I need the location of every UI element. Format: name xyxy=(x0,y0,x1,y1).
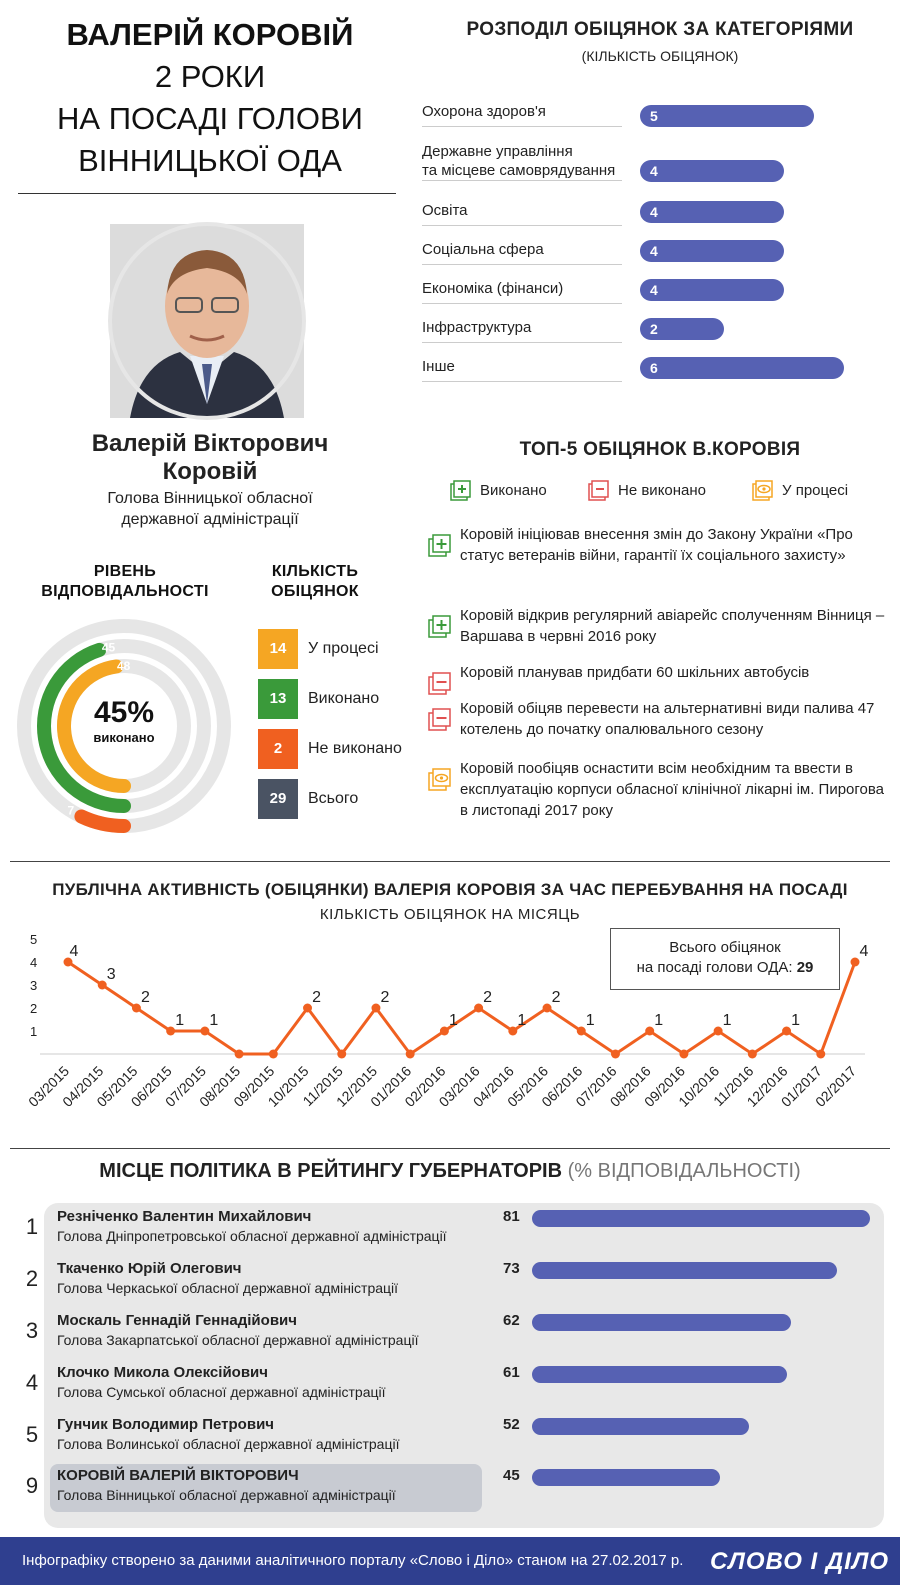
data-point xyxy=(748,1050,757,1059)
x-tick-label: 01/2017 xyxy=(777,1062,825,1110)
category-bar xyxy=(640,279,784,301)
category-label-line-1: Економіка (фінанси) xyxy=(422,280,564,297)
total-line-1: Всього обіцянок xyxy=(669,939,781,956)
data-point xyxy=(303,1004,312,1013)
rank-role: Голова Дніпропетровської обласної державної адміністрації xyxy=(57,1228,447,1244)
data-point xyxy=(611,1050,620,1059)
counts-title xyxy=(240,562,390,602)
responsibility-ring-chart xyxy=(16,612,236,838)
x-tick-label: 03/2015 xyxy=(25,1062,73,1110)
rank-number: 4 xyxy=(25,1370,39,1395)
ranking-title-suffix: (% ВІДПОВІДАЛЬНОСТІ) xyxy=(567,1160,801,1182)
eye-icon xyxy=(752,480,774,507)
x-tick-label: 06/2015 xyxy=(127,1062,175,1110)
rank-name: Москаль Геннадій Геннадійович xyxy=(57,1312,297,1329)
footer-logo: СЛОВО І ДІЛО xyxy=(710,1548,890,1575)
data-label: 2 xyxy=(483,989,493,1006)
category-divider xyxy=(422,126,622,127)
top5-title: ТОП-5 ОБІЦЯНОК В.КОРОВІЯ xyxy=(519,439,801,460)
minus-icon xyxy=(588,480,610,507)
rank-number: 3 xyxy=(25,1318,39,1343)
category-divider xyxy=(422,225,622,226)
count-box xyxy=(258,679,298,719)
data-point xyxy=(474,1004,483,1013)
category-label-line-1: Освіта xyxy=(422,202,468,219)
category-value: 5 xyxy=(650,108,658,124)
footer-text: Інфографіку створено за даними аналітичного порталу «Слово і Діло» станом на 27.02.2017 р. xyxy=(22,1552,684,1569)
promise-text: Коровій ініціював внесення змін до Закону України «Про статус ветеранів війни, гарантії їх соціального захисту» xyxy=(460,526,853,564)
counts-title-line-2: ОБІЦЯНОК xyxy=(271,583,359,600)
category-label xyxy=(422,279,563,298)
category-divider xyxy=(422,264,622,265)
x-tick-label: 09/2016 xyxy=(640,1062,689,1110)
category-bar xyxy=(640,357,844,379)
category-value: 4 xyxy=(650,163,658,179)
x-tick-label: 01/2016 xyxy=(367,1062,415,1110)
total-value: 29 xyxy=(796,959,814,976)
plus-icon xyxy=(428,534,450,556)
title-line-3: НА ПОСАДІ ГОЛОВИ xyxy=(57,101,363,136)
divider xyxy=(18,193,396,194)
rank-bar xyxy=(532,1418,749,1435)
count-value: 13 xyxy=(269,690,287,707)
categories-subtitle: (КІЛЬКІСТЬ ОБІЦЯНОК) xyxy=(581,48,739,64)
page-title xyxy=(10,14,410,182)
data-point xyxy=(166,1027,175,1036)
category-bar xyxy=(640,201,784,223)
x-tick-label: 07/2015 xyxy=(161,1062,209,1110)
x-tick-label: 11/2015 xyxy=(299,1062,346,1110)
person-role xyxy=(40,488,380,530)
count-label: Всього xyxy=(308,790,359,807)
promise-text: Коровій пообіцяв оснастити всім необхідним та ввести в експлуатацію корпуси обласної клінічної лікарні ім. Пирогова в листопаді 2017 року xyxy=(460,760,885,819)
rank-role: Голова Вінницької обласної державної адміністрації xyxy=(57,1487,396,1503)
count-label: Не виконано xyxy=(308,740,402,757)
count-box xyxy=(258,779,298,819)
data-point xyxy=(577,1027,586,1036)
x-tick-label: 05/2015 xyxy=(93,1062,141,1110)
promise-text: Коровій відкрив регулярний авіарейс сполученням Вінниця – Варшава в червні 2016 року xyxy=(460,607,885,645)
title-line-1: ВАЛЕРІЙ КОРОВІЙ xyxy=(66,17,354,52)
rank-value: 45 xyxy=(503,1467,520,1484)
data-label: 1 xyxy=(654,1012,664,1029)
category-divider xyxy=(422,303,622,304)
category-value: 2 xyxy=(650,321,658,337)
x-tick-label: 07/2016 xyxy=(572,1062,620,1110)
footer xyxy=(0,1537,900,1585)
divider xyxy=(10,861,890,862)
category-label xyxy=(422,240,544,259)
ring-value-label: 45 xyxy=(101,640,116,655)
rank-bar xyxy=(532,1366,787,1383)
category-bar xyxy=(640,160,784,182)
rank-role: Голова Закарпатської обласної державної адміністрації xyxy=(57,1332,419,1348)
data-point xyxy=(714,1027,723,1036)
promise-text: Коровій обіцяв перевести на альтернативні види палива 47 котелень до початку опалювального сезону xyxy=(460,700,875,738)
x-tick-label: 05/2016 xyxy=(504,1062,552,1110)
data-point xyxy=(235,1050,244,1059)
category-label xyxy=(422,357,455,376)
person-name-line-1: Валерій Вікторович xyxy=(91,430,329,457)
count-box xyxy=(258,729,298,769)
data-label: 3 xyxy=(106,966,116,983)
data-label: 1 xyxy=(175,1012,185,1029)
x-tick-label: 09/2015 xyxy=(230,1062,278,1110)
category-label xyxy=(422,201,468,220)
series-line xyxy=(68,962,855,1054)
x-tick-label: 08/2015 xyxy=(196,1062,244,1110)
rank-bar xyxy=(532,1210,870,1227)
data-point xyxy=(98,981,107,990)
ring-arc xyxy=(81,816,124,826)
rank-bar xyxy=(532,1469,720,1486)
rank-role: Голова Волинської обласної державної адміністрації xyxy=(57,1436,400,1452)
data-label: 1 xyxy=(517,1012,527,1029)
category-bar xyxy=(640,105,814,127)
title-line-2: 2 РОКИ xyxy=(154,59,266,94)
data-label: 4 xyxy=(859,943,869,960)
count-value: 2 xyxy=(273,740,283,757)
person-role-line-1: Голова Вінницької обласної xyxy=(107,490,313,507)
data-label: 4 xyxy=(69,943,79,960)
eye-icon xyxy=(428,768,450,790)
responsibility-percent-label: виконано xyxy=(93,730,155,745)
data-point xyxy=(816,1050,825,1059)
category-bar xyxy=(640,240,784,262)
data-point xyxy=(851,958,860,967)
rank-number: 1 xyxy=(25,1214,39,1239)
count-label: Виконано xyxy=(308,690,380,707)
x-tick-label: 11/2016 xyxy=(710,1062,757,1110)
rank-value: 52 xyxy=(503,1416,520,1433)
category-bar xyxy=(640,318,724,340)
legend-done-label: Виконано xyxy=(480,482,547,499)
rank-name: Резніченко Валентин Михайлович xyxy=(57,1208,312,1225)
category-label xyxy=(422,102,546,121)
top5-legend xyxy=(450,480,890,504)
person-name xyxy=(40,430,380,486)
rank-value: 81 xyxy=(503,1208,520,1225)
data-label: 2 xyxy=(312,989,321,1006)
total-line-2-text: на посаді голови ОДА: xyxy=(636,959,797,976)
category-label-line-1: Інше xyxy=(422,358,455,375)
activity-title: ПУБЛІЧНА АКТИВНІСТЬ (ОБІЦЯНКИ) ВАЛЕРІЯ КОРОВІЯ ЗА ЧАС ПЕРЕБУВАННЯ НА ПОСАДІ xyxy=(52,880,848,899)
x-tick-label: 08/2016 xyxy=(606,1062,654,1110)
rank-name: Ткаченко Юрій Олегович xyxy=(57,1260,242,1277)
rank-value: 73 xyxy=(503,1260,520,1277)
y-tick-label: 2 xyxy=(30,1001,38,1016)
x-tick-label: 12/2015 xyxy=(332,1062,381,1110)
data-point xyxy=(782,1027,791,1036)
category-label-line-1: Державне управління xyxy=(422,143,573,160)
x-tick-label: 02/2017 xyxy=(812,1062,860,1110)
plus-icon xyxy=(450,480,472,507)
responsibility-title-line-1: РІВЕНЬ xyxy=(93,563,157,580)
rank-value: 62 xyxy=(503,1312,520,1329)
responsibility-percent: 45% xyxy=(93,696,155,729)
rank-name: КОРОВІЙ ВАЛЕРІЙ ВІКТОРОВИЧ xyxy=(57,1467,299,1484)
x-tick-label: 06/2016 xyxy=(538,1062,586,1110)
category-label-line-1: Інфраструктура xyxy=(422,319,532,336)
x-tick-label: 12/2016 xyxy=(743,1062,791,1110)
rank-number: 2 xyxy=(25,1266,39,1291)
rank-name: Гунчик Володимир Петрович xyxy=(57,1416,274,1433)
plus-icon xyxy=(428,615,450,637)
rank-bar xyxy=(532,1262,837,1279)
data-label: 1 xyxy=(448,1012,458,1029)
avatar-ring xyxy=(108,222,306,420)
rank-role: Голова Черкаської обласної державної адміністрації xyxy=(57,1280,399,1296)
data-label: 2 xyxy=(380,989,390,1006)
data-label: 1 xyxy=(209,1012,219,1029)
person-role-line-2: державної адміністрації xyxy=(121,511,299,528)
rank-number: 5 xyxy=(25,1422,39,1447)
category-value: 4 xyxy=(650,204,658,220)
count-value: 14 xyxy=(269,640,287,657)
data-point xyxy=(406,1050,415,1059)
x-tick-label: 04/2015 xyxy=(59,1062,107,1110)
data-label: 2 xyxy=(551,989,561,1006)
x-tick-label: 04/2016 xyxy=(469,1062,517,1110)
ranking-title-main: МІСЦЕ ПОЛІТИКА В РЕЙТИНГУ ГУБЕРНАТОРІВ xyxy=(99,1160,563,1182)
data-point xyxy=(508,1027,517,1036)
minus-icon xyxy=(428,672,450,694)
category-value: 4 xyxy=(650,243,658,259)
category-label xyxy=(422,142,615,180)
category-label-line-1: Соціальна сфера xyxy=(422,241,544,258)
data-label: 1 xyxy=(722,1012,732,1029)
category-label-line-1: Охорона здоров'я xyxy=(422,103,546,120)
data-point xyxy=(645,1027,654,1036)
data-point xyxy=(269,1050,278,1059)
rank-name: Клочко Микола Олексійович xyxy=(57,1364,268,1381)
data-point xyxy=(337,1050,346,1059)
ring-value-label: 7 xyxy=(67,803,75,818)
category-divider xyxy=(422,342,622,343)
categories-title: РОЗПОДІЛ ОБІЦЯНОК ЗА КАТЕГОРІЯМИ xyxy=(466,19,854,40)
count-value: 29 xyxy=(269,790,287,807)
y-tick-label: 5 xyxy=(30,932,38,947)
responsibility-title-line-2: ВІДПОВІДАЛЬНОСТІ xyxy=(41,583,209,600)
data-point xyxy=(679,1050,688,1059)
legend-notdone-label: Не виконано xyxy=(618,482,707,499)
category-value: 4 xyxy=(650,282,658,298)
responsibility-title xyxy=(20,562,230,602)
promise-text: Коровій планував придбати 60 шкільних автобусів xyxy=(460,664,810,681)
category-label xyxy=(422,318,531,337)
category-label-line-2: та місцеве самоврядування xyxy=(422,162,616,179)
title-line-4: ВІННИЦЬКОЇ ОДА xyxy=(78,143,342,178)
rank-bar xyxy=(532,1314,791,1331)
y-tick-label: 4 xyxy=(30,955,38,970)
data-label: 1 xyxy=(585,1012,595,1029)
data-label: 2 xyxy=(140,989,150,1006)
x-tick-label: 03/2016 xyxy=(435,1062,483,1110)
rank-role: Голова Сумської обласної державної адміністрації xyxy=(57,1384,386,1400)
y-tick-label: 3 xyxy=(30,978,38,993)
divider xyxy=(10,1148,890,1149)
data-point xyxy=(132,1004,141,1013)
counts-title-line-1: КІЛЬКІСТЬ xyxy=(271,563,359,580)
ranking-title xyxy=(0,1158,900,1184)
x-tick-label: 10/2015 xyxy=(264,1062,312,1110)
data-point xyxy=(543,1004,552,1013)
data-label: 1 xyxy=(791,1012,801,1029)
rank-number: 9 xyxy=(25,1473,39,1498)
rank-value: 61 xyxy=(503,1364,520,1381)
data-point xyxy=(200,1027,209,1036)
category-divider xyxy=(422,180,622,181)
category-divider xyxy=(422,381,622,382)
activity-subtitle: КІЛЬКІСТЬ ОБІЦЯНОК НА МІСЯЦЬ xyxy=(319,906,581,923)
data-point xyxy=(371,1004,380,1013)
data-point xyxy=(440,1027,449,1036)
category-value: 6 xyxy=(650,360,658,376)
x-tick-label: 02/2016 xyxy=(401,1062,449,1110)
legend-progress-label: У процесі xyxy=(782,482,849,499)
activity-line-chart xyxy=(0,932,900,1140)
y-tick-label: 1 xyxy=(30,1024,38,1039)
x-tick-label: 10/2016 xyxy=(675,1062,723,1110)
minus-icon xyxy=(428,708,450,730)
person-name-line-2: Коровій xyxy=(162,458,258,485)
count-box xyxy=(258,629,298,669)
count-label: У процесі xyxy=(308,640,379,657)
ring-value-label: 48 xyxy=(116,659,131,674)
